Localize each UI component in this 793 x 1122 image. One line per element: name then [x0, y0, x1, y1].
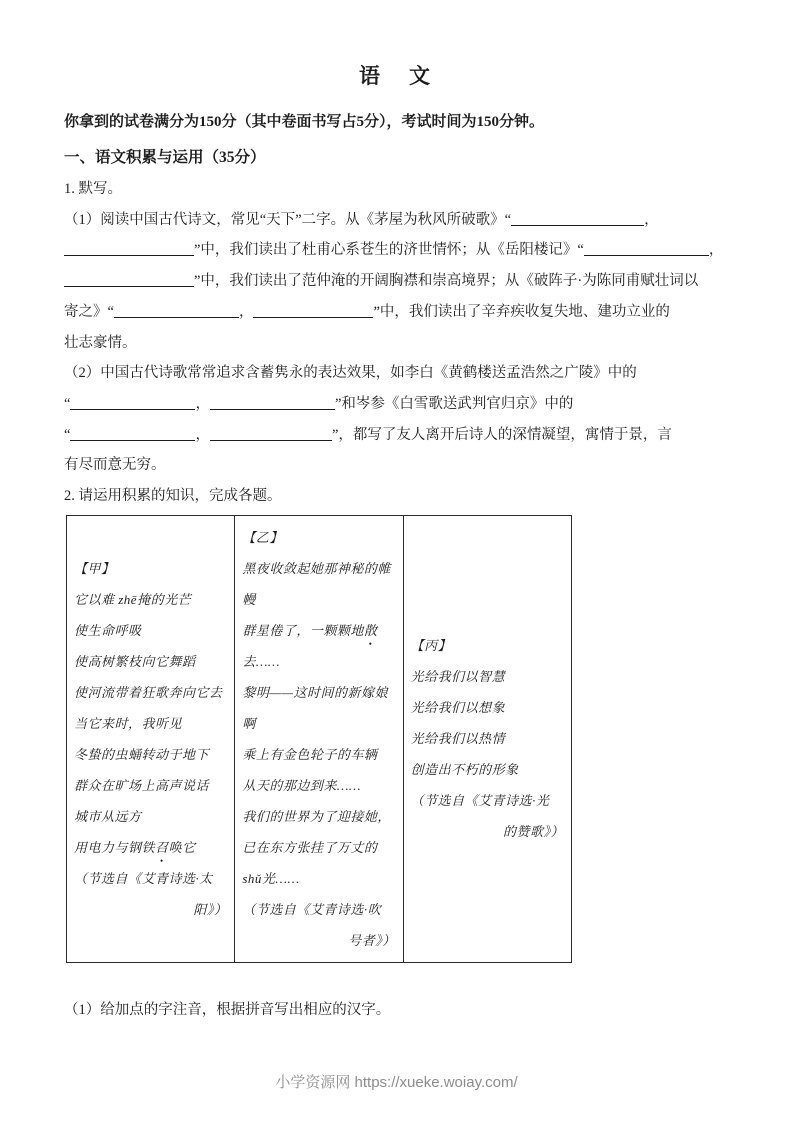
emphasized-character: 散 — [363, 622, 378, 638]
text-line: 光给我们以热情 — [410, 731, 506, 747]
emphasized-character: 召 — [155, 839, 169, 855]
text-line: 有尽而意无穷。 — [64, 457, 166, 474]
text-line: 阳》） — [193, 901, 228, 917]
fill-in-blank — [253, 304, 373, 318]
text-line: （节选自《艾青诗选·光 — [410, 793, 550, 809]
text-line: 光给我们以智慧 — [410, 669, 506, 685]
text-line: 寄之》“ ， ”中，我们读出了辛弃疾收复失地、建功立业的 — [64, 303, 670, 320]
fill-in-blank — [64, 242, 194, 256]
text-line: 冬蛰的虫蛹转动于地下 — [74, 746, 210, 762]
exam-instructions: 你拿到的试卷满分为150分（其中卷面书写占5分），考试时间为150分钟。 — [64, 114, 545, 130]
fill-in-blank — [210, 396, 335, 410]
text-line: 它以难 zhē掩的光芒 — [74, 591, 192, 607]
question-1-part-2 — [64, 358, 729, 481]
site-footer: 小学资源网 https://xueke.woiay.com/ — [275, 1074, 518, 1091]
text-line: 光给我们以想象 — [410, 700, 506, 716]
text-line: 乘上有金色轮子的车辆 — [242, 746, 378, 762]
text-line: （节选自《艾青诗选·吹 — [242, 901, 382, 917]
text-line: 我们的世界为了迎接她， — [242, 808, 391, 824]
text-line: 黎明——这时间的新嫁娘 — [242, 684, 388, 700]
fill-in-blank — [70, 396, 195, 410]
fill-in-blank — [114, 304, 239, 318]
text-line: 啊 — [242, 715, 256, 731]
text-line: （1）给加点的字注音，根据拼音写出相应的汉字。 — [64, 1001, 391, 1018]
fill-in-blank — [511, 212, 644, 226]
text-line: （1）阅读中国古代诗文，常见“天下”二字。从《茅屋为秋风所破歌》“ ， — [64, 211, 659, 228]
text-line: 号者》） — [348, 932, 396, 948]
fill-in-blank — [64, 273, 194, 287]
text-line: 使生命呼吸 — [74, 622, 142, 638]
question-2-label — [64, 481, 729, 512]
poem-table-row — [67, 515, 572, 962]
text-line: 【丙】 — [410, 638, 452, 654]
question-1-part-1 — [64, 205, 729, 359]
text-line: 2. 请运用积累的知识，完成各题。 — [64, 488, 282, 505]
doc-title: 语 文 — [359, 64, 434, 88]
text-line: 城市从远方 — [74, 808, 142, 824]
poem-table — [66, 515, 572, 963]
text-line: 【乙】 — [242, 529, 283, 545]
text-line: 使高树繁枝向它舞蹈 — [74, 653, 196, 669]
text-line: 1. 默写。 — [64, 181, 122, 197]
text-line: 的赞歌》） — [502, 824, 564, 840]
fill-in-blank — [70, 427, 195, 441]
section-heading: 一、语文积累与运用（35分） — [64, 149, 266, 166]
question-2-sub-1 — [64, 995, 729, 1026]
poem-cell-bing — [403, 515, 571, 962]
text-line: 使河流带着狂歌奔向它去 — [74, 684, 223, 700]
text-line: 创造出不朽的形象 — [410, 762, 519, 778]
text-line: （2）中国古代诗歌常常追求含蓄隽永的表达效果，如李白《黄鹤楼送孟浩然之广陵》中的 — [64, 365, 637, 382]
text-line: 从天的那边到来…… — [242, 777, 361, 793]
fill-in-blank — [584, 242, 709, 256]
text-line: 已在东方张挂了万丈的 — [242, 839, 378, 855]
text-line: 【甲】 — [74, 560, 115, 576]
text-line: “ ， ”和岑参《白雪歌送武判官归京》中的 — [64, 395, 574, 412]
fill-in-blank — [210, 427, 332, 441]
poem-cell-jia — [67, 515, 235, 962]
text-line: 群众在旷场上高声说话 — [74, 777, 210, 793]
text-line: 黑夜收敛起她那神秘的帷 — [242, 560, 391, 576]
text-line: 用电力与钢铁召唤它 — [74, 832, 227, 863]
text-line: 幔 — [242, 591, 256, 607]
text-line: 群星倦了，一颗颗地散 — [242, 615, 395, 646]
text-line: ”中，我们读出了范仲淹的开阔胸襟和崇高境界；从《破阵子·为陈同甫赋壮词以 — [64, 266, 729, 297]
question-1-label — [64, 174, 729, 205]
text-line: “ ， ”，都写了友人离开后诗人的深情凝望，寓情于景，言 — [64, 426, 672, 443]
text-line: （节选自《艾青诗选·太 — [74, 870, 213, 886]
poem-cell-yi — [235, 515, 403, 962]
text-line: shǔ光…… — [242, 870, 300, 886]
text-line: 去…… — [242, 653, 280, 669]
text-line: 壮志豪情。 — [64, 334, 137, 351]
text-line: ”中，我们读出了杜甫心系苍生的济世情怀；从《岳阳楼记》“ ， — [64, 235, 729, 266]
text-line: 当它来时，我听见 — [74, 715, 183, 731]
